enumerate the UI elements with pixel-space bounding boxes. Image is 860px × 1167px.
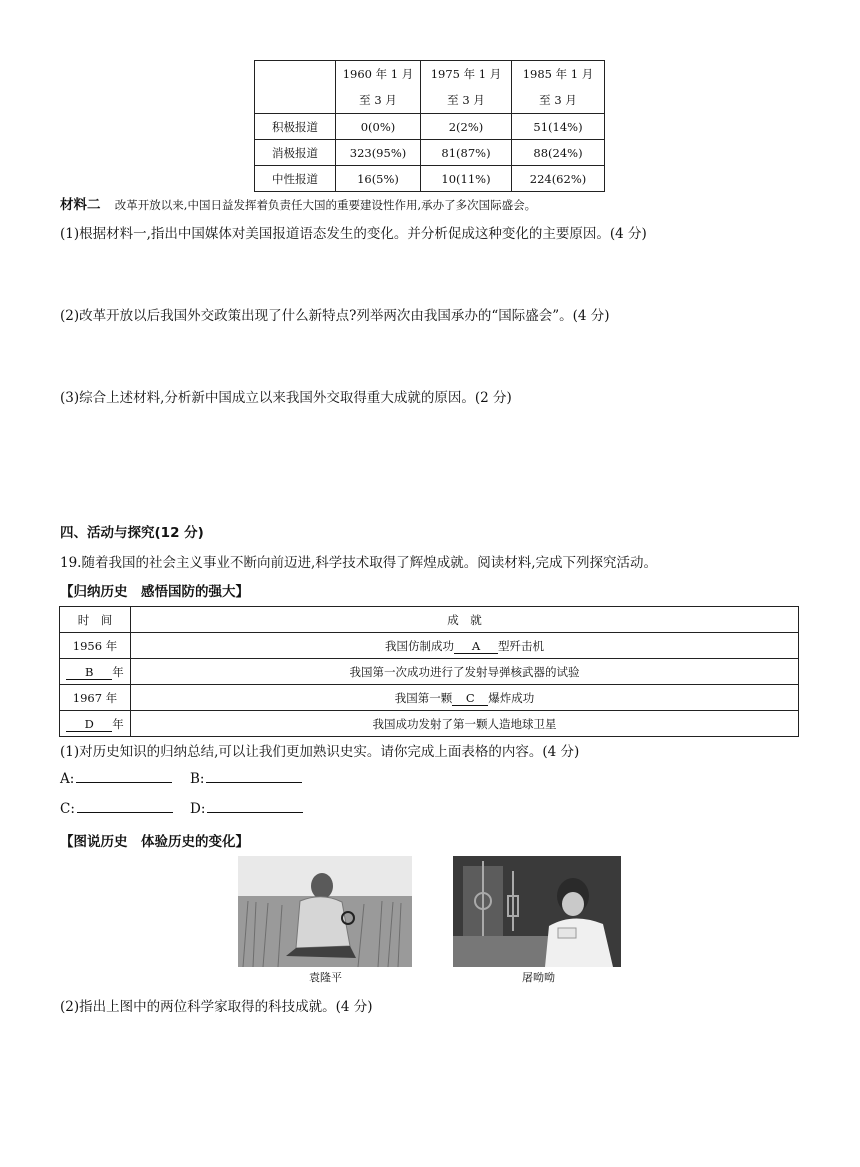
- time-cell: [60, 711, 131, 737]
- table-corner-cell: [255, 61, 336, 114]
- time-text: 1967 年: [72, 690, 118, 705]
- answer-label-d: D:: [190, 801, 206, 817]
- part-one-heading: 【归纳历史 感悟国防的强大】: [60, 584, 249, 600]
- answer-line-a: [60, 770, 172, 787]
- header-line: 至 3 月: [359, 93, 397, 107]
- header-line: 1960 年 1 月: [342, 67, 414, 81]
- blank-b: B: [66, 665, 112, 680]
- table-cell: 88(24%): [512, 140, 605, 166]
- question-19-2: (2)指出上图中的两位科学家取得的科技成就。(4 分): [60, 999, 373, 1015]
- table-cell: 0(0%): [336, 114, 421, 140]
- answer-blank-b[interactable]: [206, 770, 302, 783]
- answer-blank-c[interactable]: [77, 800, 173, 813]
- material-two-label: 材料二: [60, 197, 101, 213]
- achievement-text: 我国第一次成功进行了发射导弹核武器的试验: [349, 664, 580, 679]
- table-cell: 81(87%): [421, 140, 512, 166]
- row-label-positive: 积极报道: [255, 114, 336, 140]
- scientist-photo-lab: [453, 856, 621, 967]
- question-19-intro: 19.随着我国的社会主义事业不断向前迈进,科学技术取得了辉煌成就。阅读材料,完成下列探究活动。: [60, 555, 658, 571]
- time-suffix: 年: [112, 664, 124, 679]
- achievement-text: 爆炸成功: [488, 690, 535, 705]
- blank-a: A: [454, 639, 498, 654]
- time-text: 1956 年: [72, 638, 118, 653]
- table-cell: 10(11%): [421, 166, 512, 192]
- header-line: 至 3 月: [539, 93, 577, 107]
- achievement-cell: [131, 659, 799, 685]
- table-cell: 323(95%): [336, 140, 421, 166]
- question-18-2: (2)改革开放以后我国外交政策出现了什么新特点?列举两次由我国承办的“国际盛会”。(4 分): [60, 308, 610, 324]
- header-line: 至 3 月: [447, 93, 485, 107]
- answer-label-a: A:: [60, 771, 75, 787]
- achievement-text: 我国仿制成功: [385, 638, 454, 653]
- answer-label-b: B:: [190, 771, 205, 787]
- achievement-text: 我国第一颗: [394, 690, 453, 705]
- answer-blank-d[interactable]: [207, 800, 303, 813]
- section-title: 四、活动与探究(12 分): [60, 525, 204, 541]
- answer-line-c: [60, 800, 173, 817]
- photo-caption-2: 屠呦呦: [522, 971, 555, 984]
- material-two-text: 改革开放以来,中国日益发挥着负责任大国的重要建设性作用,承办了多次国际盛会。: [114, 198, 537, 212]
- table-cell: 224(62%): [512, 166, 605, 192]
- defense-achievement-table: [59, 606, 799, 737]
- material-two: [60, 193, 536, 213]
- scientist-photo-rice-field: [238, 856, 412, 967]
- time-cell: [60, 685, 131, 711]
- photo-caption-1: 袁隆平: [309, 971, 342, 984]
- question-18-1: (1)根据材料一,指出中国媒体对美国报道语态发生的变化。并分析促成这种变化的主要原因。(4 分): [60, 226, 647, 242]
- blank-d: D: [66, 717, 112, 732]
- col-header-time: 时 间: [60, 607, 131, 633]
- answer-line-d: [190, 800, 303, 817]
- rice-field-image: [238, 856, 412, 967]
- col-header-achievement: 成 就: [131, 607, 799, 633]
- blank-c: C: [452, 691, 488, 706]
- time-suffix: 年: [112, 716, 124, 731]
- question-18-3: (3)综合上述材料,分析新中国成立以来我国外交取得重大成就的原因。(2 分): [60, 390, 512, 406]
- header-line: 1975 年 1 月: [430, 67, 502, 81]
- achievement-text: 型歼击机: [498, 638, 544, 653]
- media-report-table: [254, 60, 605, 192]
- answer-line-b: [190, 770, 302, 787]
- achievement-cell: [131, 711, 799, 737]
- row-label-neutral: 中性报道: [255, 166, 336, 192]
- table-cell: 51(14%): [512, 114, 605, 140]
- time-cell: [60, 659, 131, 685]
- time-cell: [60, 633, 131, 659]
- table-header-1960: [336, 61, 421, 114]
- table-header-1975: [421, 61, 512, 114]
- header-line: 1985 年 1 月: [522, 67, 594, 81]
- achievement-text: 我国成功发射了第一颗人造地球卫星: [372, 716, 557, 731]
- answer-label-c: C:: [60, 801, 75, 817]
- table-header-1985: [512, 61, 605, 114]
- achievement-cell: [131, 685, 799, 711]
- laboratory-image: [453, 856, 621, 967]
- row-label-negative: 消极报道: [255, 140, 336, 166]
- table-cell: 2(2%): [421, 114, 512, 140]
- achievement-cell: [131, 633, 799, 659]
- answer-blank-a[interactable]: [76, 770, 172, 783]
- part-two-heading: 【图说历史 体验历史的变化】: [60, 834, 249, 850]
- table-cell: 16(5%): [336, 166, 421, 192]
- question-19-1: (1)对历史知识的归纳总结,可以让我们更加熟识史实。请你完成上面表格的内容。(4 分): [60, 744, 580, 760]
